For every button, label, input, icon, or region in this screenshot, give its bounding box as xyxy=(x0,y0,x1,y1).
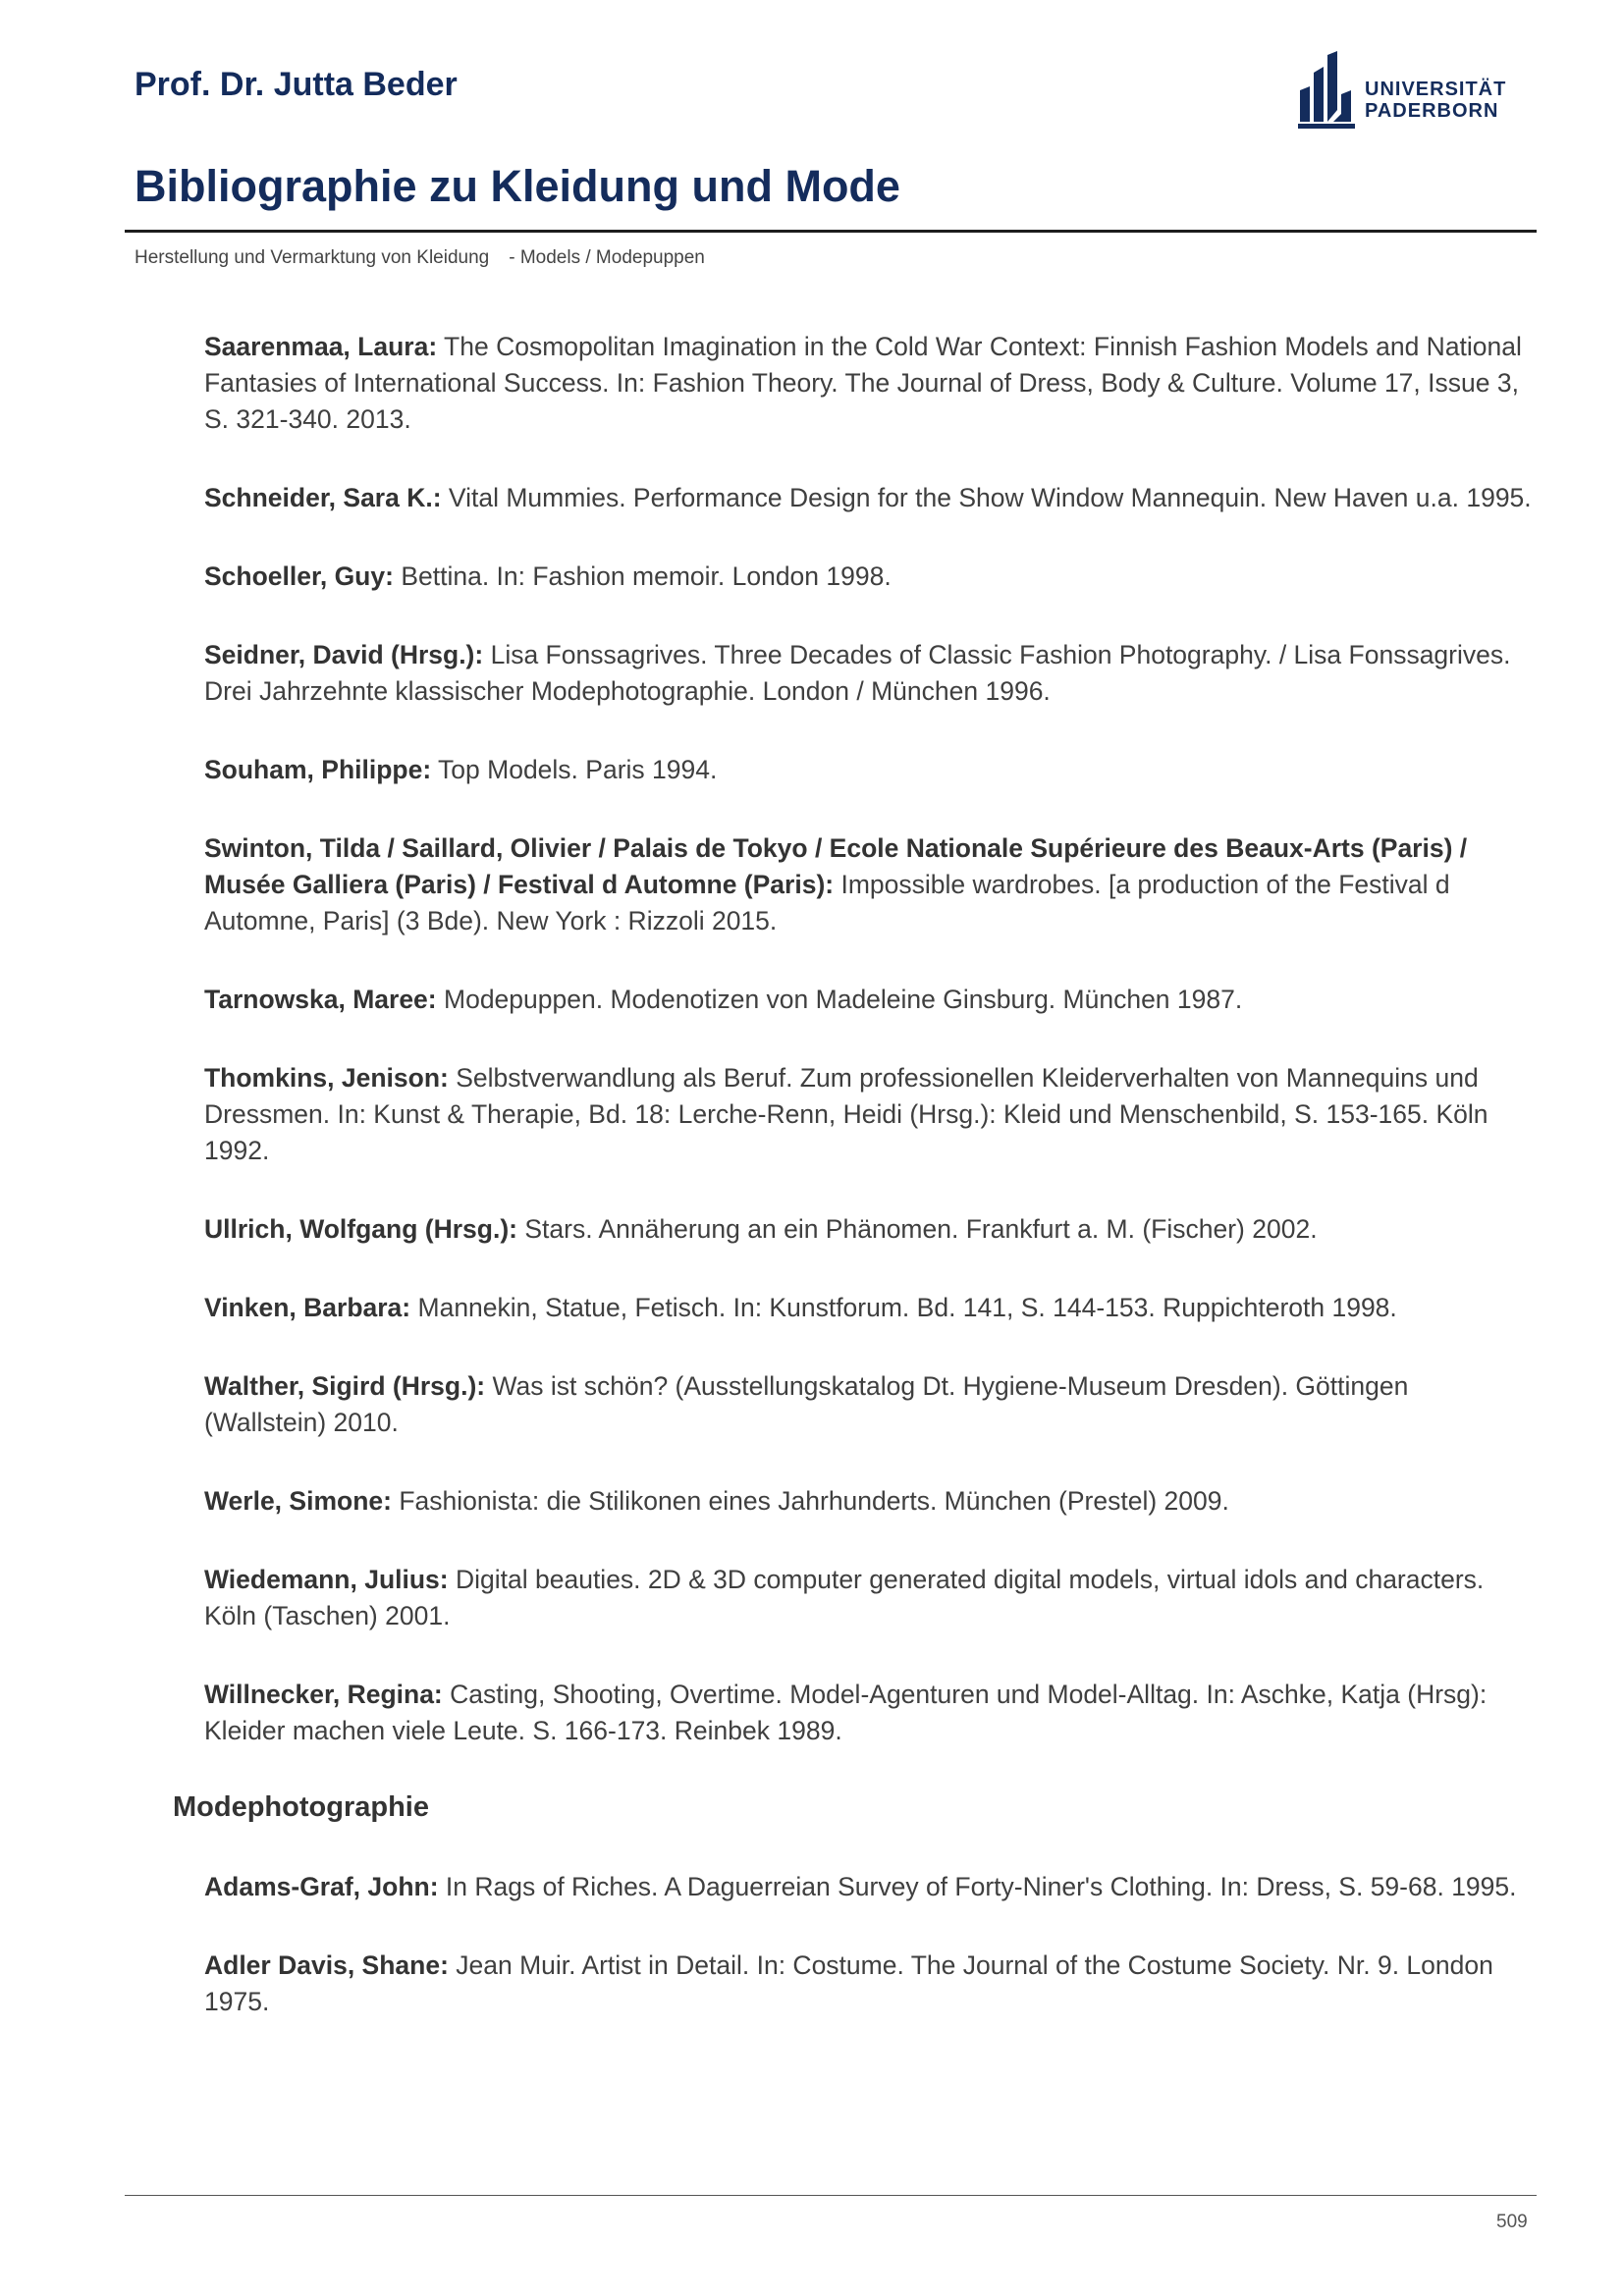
section-heading: Modephotographie xyxy=(173,1791,429,1823)
logo-text xyxy=(1365,79,1506,122)
entry-author: Willnecker, Regina: xyxy=(204,1680,443,1709)
bibliography-entry xyxy=(204,830,1535,939)
entry-text: Selbstverwandlung als Beruf. Zum professionellen Kleiderverhalten von Mannequins und Dressmen. In: Kunst & Therapie, Bd. 18: Lerche-Renn, Heidi (Hrsg.): Kleid und Menschenbild, S. 153-165. Köln 1992. xyxy=(204,1063,1488,1165)
entry-text: Impossible wardrobes. [a production of the Festival d Automne, Paris] (3 Bde). New York : Rizzoli 2015. xyxy=(204,870,1450,935)
entry-text: Modepuppen. Modenotizen von Madeleine Ginsburg. München 1987. xyxy=(444,985,1243,1014)
entry-list-photography xyxy=(204,1869,1535,2020)
entry-author: Wiedemann, Julius: xyxy=(204,1565,449,1594)
bibliography-entry xyxy=(204,1368,1535,1441)
entry-text: Jean Muir. Artist in Detail. In: Costume. The Journal of the Costume Society. Nr. 9. London 1975. xyxy=(204,1950,1493,2016)
bibliography-entry xyxy=(204,982,1535,1018)
entry-text: Mannekin, Statue, Fetisch. In: Kunstforum. Bd. 141, S. 144-153. Ruppichteroth 1998. xyxy=(417,1293,1397,1322)
entry-list-models xyxy=(204,329,1535,1749)
entry-text: Digital beauties. 2D & 3D computer generated digital models, virtual idols and characters. Köln (Taschen) 2001. xyxy=(204,1565,1485,1630)
entry-text: Top Models. Paris 1994. xyxy=(438,755,718,784)
entry-author: Tarnowska, Maree: xyxy=(204,985,437,1014)
entry-text: Was ist schön? (Ausstellungskatalog Dt. Hygiene-Museum Dresden). Göttingen (Wallstein) 2010. xyxy=(204,1371,1409,1437)
bibliography-entry xyxy=(204,1677,1535,1749)
entry-text: Stars. Annäherung an ein Phänomen. Frankfurt a. M. (Fischer) 2002. xyxy=(524,1214,1318,1244)
entry-text: The Cosmopolitan Imagination in the Cold War Context: Finnish Fashion Models and National Fantasies of International Success. In: Fashion Theory. The Journal of Dress, Body & Culture. Volume 17, Issue 3, S. 321-340. 2013. xyxy=(204,332,1522,434)
bibliography-entry xyxy=(204,1483,1535,1520)
breadcrumb-section: Herstellung und Vermarktung von Kleidung xyxy=(135,247,490,268)
entry-text: Casting, Shooting, Overtime. Model-Agenturen und Model-Alltag. In: Aschke, Katja (Hrsg): Kleider machen viele Leute. S. 166-173. Reinbek 1989. xyxy=(204,1680,1488,1745)
entry-author: Adler Davis, Shane: xyxy=(204,1950,449,1980)
bibliography-entry xyxy=(204,1211,1535,1248)
bibliography-entry xyxy=(204,480,1535,516)
entry-author: Swinton, Tilda / Saillard, Olivier / Palais de Tokyo / Ecole Nationale Supérieure des Beaux-Arts (Paris) / Musée Galliera (Paris) / Festival d Automne (Paris): xyxy=(204,833,1468,899)
footer-divider xyxy=(125,2195,1537,2196)
author-name: Prof. Dr. Jutta Beder xyxy=(135,66,458,103)
logo-line-2: PADERBORN xyxy=(1365,100,1499,122)
bibliography-entry xyxy=(204,752,1535,788)
entry-author: Saarenmaa, Laura: xyxy=(204,332,438,361)
university-logo xyxy=(1294,51,1530,132)
header-divider xyxy=(125,230,1537,233)
entry-author: Ullrich, Wolfgang (Hrsg.): xyxy=(204,1214,517,1244)
entry-author: Adams-Graf, John: xyxy=(204,1872,439,1901)
entry-text: Vital Mummies. Performance Design for the Show Window Mannequin. New Haven u.a. 1995. xyxy=(448,483,1532,512)
entry-author: Werle, Simone: xyxy=(204,1486,392,1516)
entry-author: Souham, Philippe: xyxy=(204,755,432,784)
entry-text: Bettina. In: Fashion memoir. London 1998. xyxy=(401,561,892,591)
bibliography-entry xyxy=(204,1948,1535,2020)
breadcrumb xyxy=(135,247,705,269)
entry-author: Schneider, Sara K.: xyxy=(204,483,442,512)
bibliography-entry xyxy=(204,637,1535,710)
entry-author: Walther, Sigird (Hrsg.): xyxy=(204,1371,486,1401)
entry-text: In Rags of Riches. A Daguerreian Survey of Forty-Niner's Clothing. In: Dress, S. 59-68. 1995. xyxy=(445,1872,1517,1901)
university-paderborn-logo-icon xyxy=(1294,51,1357,130)
bibliography-entry xyxy=(204,329,1535,438)
page-title: Bibliographie zu Kleidung und Mode xyxy=(135,161,900,211)
breadcrumb-subsection: - Models / Modepuppen xyxy=(509,247,705,268)
entry-text: Fashionista: die Stilikonen eines Jahrhunderts. München (Prestel) 2009. xyxy=(399,1486,1229,1516)
bibliography-entry xyxy=(204,1060,1535,1169)
entry-author: Vinken, Barbara: xyxy=(204,1293,411,1322)
page-number: 509 xyxy=(1496,2212,1528,2232)
entry-author: Schoeller, Guy: xyxy=(204,561,394,591)
entry-author: Seidner, David (Hrsg.): xyxy=(204,640,484,669)
entry-author: Thomkins, Jenison: xyxy=(204,1063,449,1093)
bibliography-content xyxy=(173,329,1535,2062)
entry-text: Lisa Fonssagrives. Three Decades of Classic Fashion Photography. / Lisa Fonssagrives. Drei Jahrzehnte klassischer Modephotographie. London / München 1996. xyxy=(204,640,1511,706)
bibliography-entry xyxy=(204,1562,1535,1634)
bibliography-entry xyxy=(204,1869,1535,1905)
bibliography-entry xyxy=(204,1290,1535,1326)
logo-line-1: UNIVERSITÄT xyxy=(1365,79,1507,100)
bibliography-entry xyxy=(204,559,1535,595)
